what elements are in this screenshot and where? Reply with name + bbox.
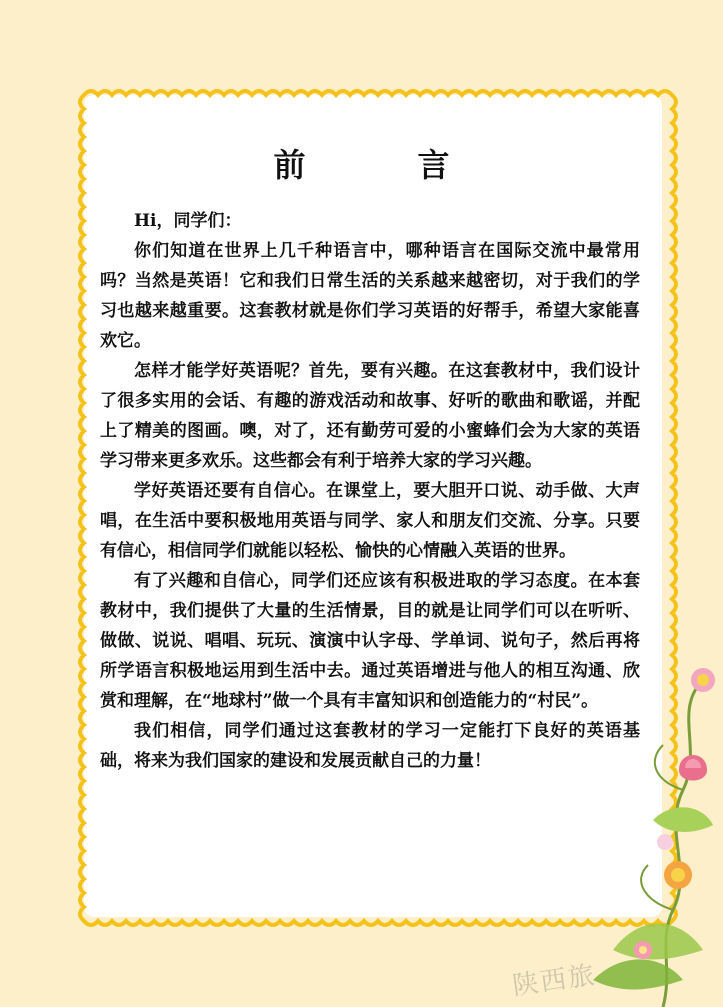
paragraph: 我们相信，同学们通过这套教材的学习一定能打下良好的英语基础，将来为我们国家的建设和发展贡献自己的力量！ [100,721,640,771]
paragraph: 怎样才能学好英语呢？首先，要有兴趣。在这套教材中，我们设计了很多实用的会话、有趣的游戏活动和故事、好听的歌曲和歌谣，并配上了精美的图画。噢，对了，还有勤劳可爱的小蜜蜂们会为大家的英语学习带来更多欢乐。这些都会有利于培养大家的学习兴趣。 [100,361,640,471]
paragraph: 你们知道在世界上几千种语言中，哪种语言在国际交流中最常用吗？当然是英语！它和我们日常生活的关系越来越密切，对于我们的学习也越来越重要。这套教材就是你们学习英语的好帮手，希望大家能喜欢它。 [100,241,640,351]
paragraph: 有了兴趣和自信心，同学们还应该有积极进取的学习态度。在本套教材中，我们提供了大量的生活情景，目的就是让同学们可以在听听、做做、说说、唱唱、玩玩、演演中认字母、学单词、说句子，然后再将所学语言积极地运用到生活中去。通过英语增进与他人的相互沟通、欣赏和理解，在“地球村”做一个具有丰富知识和创造能力的“村民”。 [100,571,640,711]
page-title: 前 言 [273,146,490,184]
flower-vine-illustration [553,650,723,1007]
watermark: 陕西旅 [510,960,599,1002]
greeting: Hi，同学们： [134,211,242,231]
paragraph: 学好英语还要有自信心。在课堂上，要大胆开口说、动手做、大声唱，在生活中要积极地用英语与同学、家人和朋友们交流、分享。只要有信心，相信同学们就能以轻松、愉快的心情融入英语的世界。 [100,481,640,561]
